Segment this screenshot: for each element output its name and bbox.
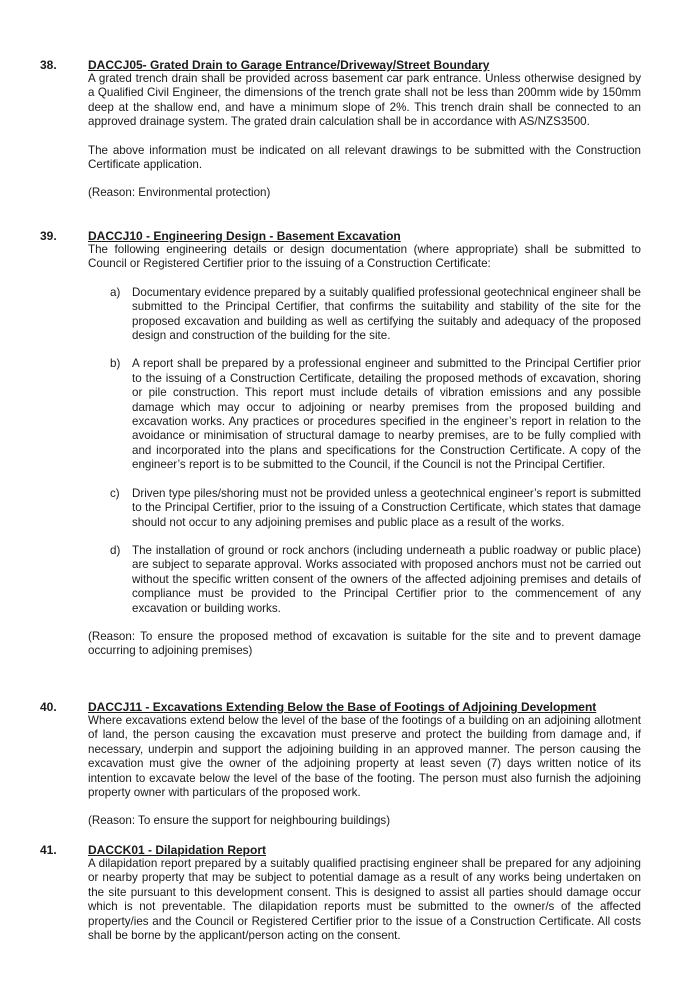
condition-title: DACCJ10 - Engineering Design - Basement Excavation [88, 229, 401, 243]
list-item-text: The installation of ground or rock anchors (including underneath a public roadway or public place) are subject to separate approval. Works associated with proposed anchors must not be carried out without the specific written consent of the owners of the affected adjoining premises and details of compliance must be provided to the Principal Certifier prior to the commencement of any excavation or building works. [132, 543, 641, 615]
condition-number: 39. [40, 229, 57, 243]
list-item-label: a) [110, 285, 121, 299]
list-item [110, 487, 641, 530]
condition-reason: (Reason: To ensure the proposed method of excavation is suitable for the site and to prevent damage occurring to adjoining premises) [88, 629, 641, 658]
list-item-label: b) [110, 357, 121, 371]
list-item-text: Documentary evidence prepared by a suitably qualified professional geotechnical engineer shall be submitted to the Principal Certifier, that confirms the suitability and stability of the site for the proposed excavation and building as well as certifying the suitably and adequacy of the proposed design and construction of the building for the site. [132, 285, 641, 343]
list-item-text: A report shall be prepared by a professional engineer and submitted to the Principal Certifier prior to the issuing of a Construction Certificate, detailing the proposed methods of excavation, shoring or pile construction. This report must include details of vibration emissions and any possible damage which may occur to adjoining or nearby premises from the proposed building and excavation works. Any practices or procedures specified in the engineer’s report in relation to the avoidance or minimisation of structural damage to nearby premises, are to be fully complied with and incorporated into the plans and specifications for the Construction Certificate. A copy of the engineer’s report is to be submitted to the Council, if the Council is not the Principal Certifier. [132, 357, 641, 472]
list-item-label: c) [110, 486, 120, 500]
condition-title: DACCJ11 - Excavations Extending Below the Base of Footings of Adjoining Development [88, 700, 597, 714]
condition-intro: The following engineering details or design documentation (where appropriate) shall be submitted to Council or Registered Certifier prior to the issuing of a Construction Certificate: [88, 243, 641, 271]
list-item-label: d) [110, 543, 121, 557]
condition-body [88, 700, 641, 829]
condition-paragraph: Where excavations extend below the level of the base of the footings of a building on an adjoining allotment of land, the person causing the excavation must preserve and protect the building from damage and, if necessary, underpin and support the adjoining building in an approved manner. The person causing the excavation must give the owner of the adjoining property at least seven (7) days written notice of its intention to excavate below the level of the base of the footing. The person must also furnish the adjoining property owner with particulars of the proposed work. [88, 714, 641, 800]
condition-number: 41. [40, 843, 57, 857]
condition-body [88, 58, 641, 201]
condition-paragraph: A dilapidation report prepared by a suitably qualified practising engineer shall be prepared for any adjoining or nearby property that may be subject to potential damage as a result of any works being undertaken on the site pursuant to this development consent. This is designed to assist all parties should damage occur which is not preventable. The dilapidation reports must be submitted to the owner/s of the affected property/ies and the Council or Registered Certifier prior to the issue of a Construction Certificate. All costs shall be borne by the applicant/person acting on the consent. [88, 857, 641, 943]
condition-reason: (Reason: Environmental protection) [88, 186, 271, 200]
list-item [110, 286, 641, 344]
list-item-text: Driven type piles/shoring must not be provided unless a geotechnical engineer’s report is submitted to the Principal Certifier, prior to the issuing of a Construction Certificate, which states that damage should not occur to any adjoining premises and public place as a result of the works. [132, 486, 641, 529]
condition-body [88, 843, 641, 943]
list-item [110, 357, 641, 472]
condition-number: 40. [40, 700, 57, 714]
list-item [110, 544, 641, 616]
condition-number: 38. [40, 58, 57, 72]
condition-paragraph: The above information must be indicated on all relevant drawings to be submitted with the Construction Certificate application. [88, 143, 641, 172]
condition-item-list [110, 286, 641, 616]
condition-title: DACCJ05- Grated Drain to Garage Entrance/Driveway/Street Boundary [88, 58, 490, 72]
condition-body [88, 229, 641, 659]
condition-reason: (Reason: To ensure the support for neighbouring buildings) [88, 814, 391, 828]
condition-title: DACCK01 - Dilapidation Report [88, 843, 267, 857]
condition-paragraph: A grated trench drain shall be provided across basement car park entrance. Unless otherwise designed by a Qualified Civil Engineer, the dimensions of the trench grate shall not be less than 200mm wide by 150mm deep at the shallow end, and have a minimum slope of 2%. This trench drain shall be connected to an approved drainage system. The grated drain calculation shall be in accordance with AS/NZS3500. [88, 72, 641, 129]
